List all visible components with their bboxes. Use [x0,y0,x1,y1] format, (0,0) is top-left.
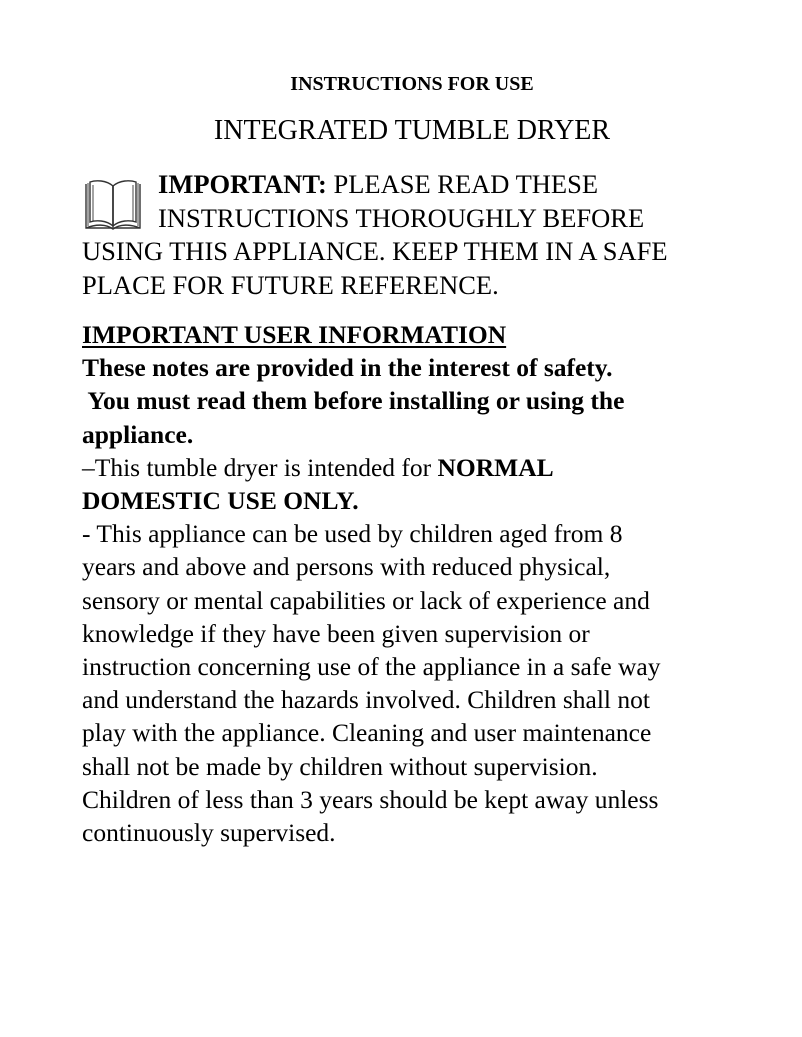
children-paragraph-line: continuously supervised. [82,818,336,848]
safety-note-line-3: appliance. [82,419,194,449]
notice-line-1-text: PLEASE READ THESE [326,169,599,199]
safety-note-line-1: These notes are provided in the interest of safety. [82,353,613,383]
product-title: INTEGRATED TUMBLE DRYER [213,115,611,146]
instructions-title: INSTRUCTIONS FOR USE [290,73,534,95]
section-heading: IMPORTANT USER INFORMATION [82,320,507,349]
notice-line-2: INSTRUCTIONS THOROUGHLY BEFORE [158,202,645,233]
children-paragraph-line: and understand the hazards involved. Children shall not [82,685,650,715]
children-paragraph-line: Children of less than 3 years should be kept away unless [82,784,659,814]
children-paragraph-line: play with the appliance. Cleaning and user maintenance [82,718,652,748]
domestic-use-line-2: DOMESTIC USE ONLY. [82,486,359,516]
domestic-use-bold-1: NORMAL [437,452,554,482]
domestic-use-prefix: –This tumble dryer is intended for [82,452,438,482]
important-notice [82,168,742,302]
domestic-use-line-1 [82,451,752,484]
children-paragraph-line: knowledge if they have been given supervision or [82,618,590,648]
notice-line-3: USING THIS APPLIANCE. KEEP THEM IN A SAFE [82,236,668,266]
children-paragraph-line: instruction concerning use of the appliance in a safe way [82,652,661,682]
notice-line-1 [82,168,742,202]
children-paragraph-line: sensory or mental capabilities or lack of experience and [82,585,650,615]
user-information-section [82,318,752,849]
children-paragraph-line: shall not be made by children without supervision. [82,751,598,781]
children-paragraph-line: years and above and persons with reduced physical, [82,552,611,582]
notice-line-4: PLACE FOR FUTURE REFERENCE. [82,269,499,300]
children-paragraph-line: - This appliance can be used by children aged from 8 [82,519,623,549]
important-label: IMPORTANT: [158,169,327,199]
safety-note-line-2: You must read them before installing or using the [82,386,625,416]
